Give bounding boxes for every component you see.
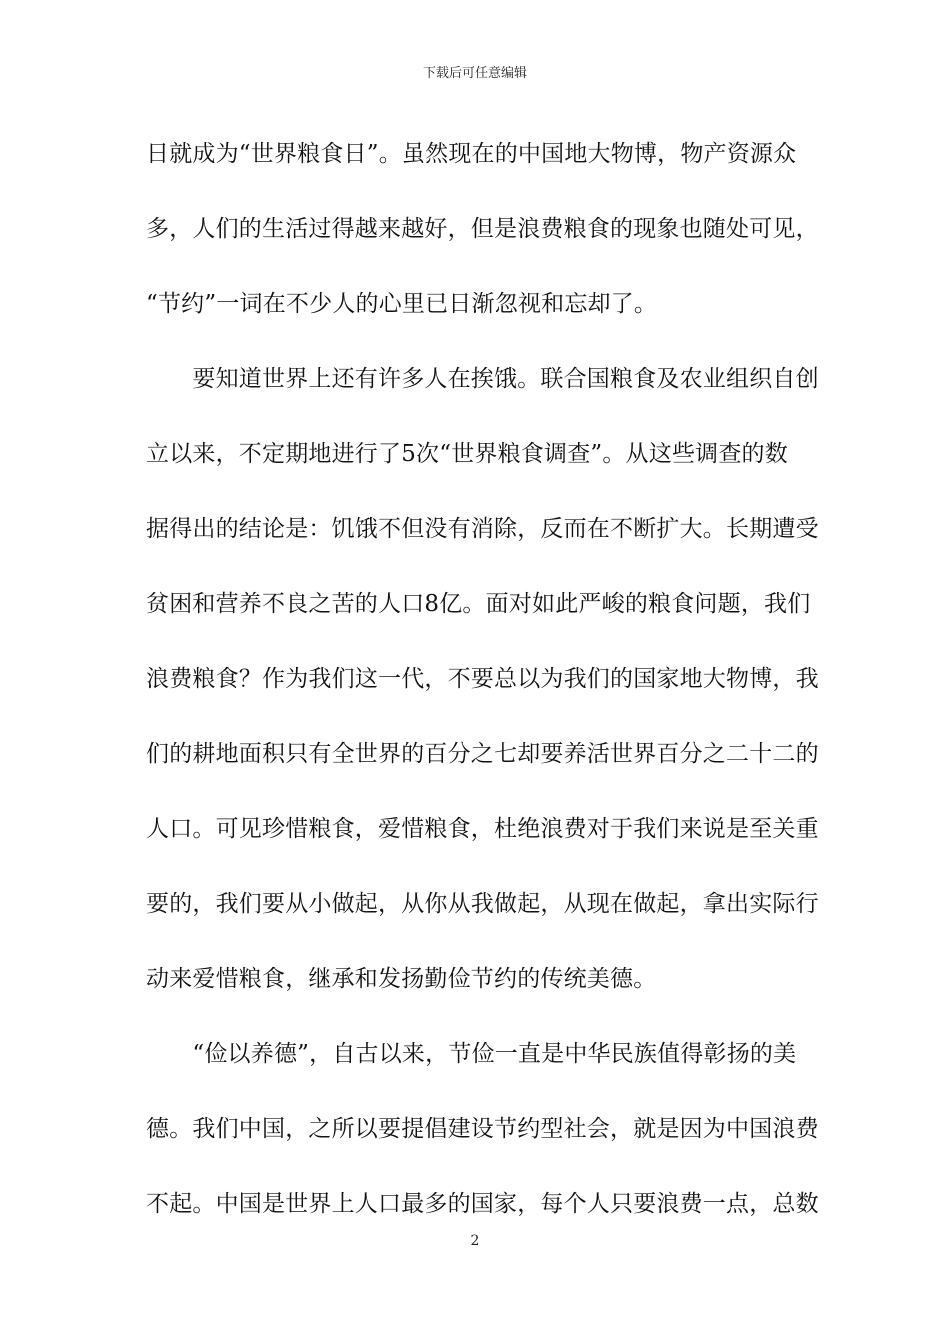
- text-line: 贫困和营养不良之苦的人口8亿。面对如此严峻的粮食问题，我们: [146, 591, 811, 617]
- text-line: 据得出的结论是：饥饿不但没有消除，反而在不断扩大。长期遭受: [146, 516, 819, 542]
- text-line: 不起。中国是世界上人口最多的国家，每个人只要浪费一点，总数: [146, 1191, 819, 1217]
- page-header: 下载后可任意编辑: [422, 66, 527, 81]
- text-line: 浪费粮食？作为我们这一代，不要总以为我们的国家地大物博，我: [146, 666, 819, 692]
- text-line: 们的耕地面积只有全世界的百分之七却要养活世界百分之二十二的: [146, 741, 819, 767]
- text-line: 日就成为“世界粮食日”。虽然现在的中国地大物博，物产资源众: [146, 141, 797, 167]
- text-line: 动来爱惜粮食，继承和发扬勤俭节约的传统美德。: [146, 966, 657, 992]
- paragraph-start-line: “俭以养德”，自古以来，节俭一直是中华民族值得彰扬的美: [146, 1041, 797, 1067]
- text-line: 德。我们中国，之所以要提倡建设节约型社会，就是因为中国浪费: [146, 1116, 819, 1142]
- text-line: “节约”一词在不少人的心里已日渐忽视和忘却了。: [146, 291, 658, 317]
- text-line: 多，人们的生活过得越来越好，但是浪费粮食的现象也随处可见，: [146, 216, 819, 242]
- text-line: 立以来，不定期地进行了5次“世界粮食调查”。从这些调查的数: [146, 441, 788, 467]
- page-number: 2: [470, 1233, 480, 1249]
- paragraph-start-line: 要知道世界上还有许多人在挨饿。联合国粮食及农业组织自创: [146, 366, 819, 392]
- text-line: 要的，我们要从小做起，从你从我做起，从现在做起，拿出实际行: [146, 891, 819, 917]
- text-line: 人口。可见珍惜粮食，爱惜粮食，杜绝浪费对于我们来说是至关重: [146, 816, 819, 842]
